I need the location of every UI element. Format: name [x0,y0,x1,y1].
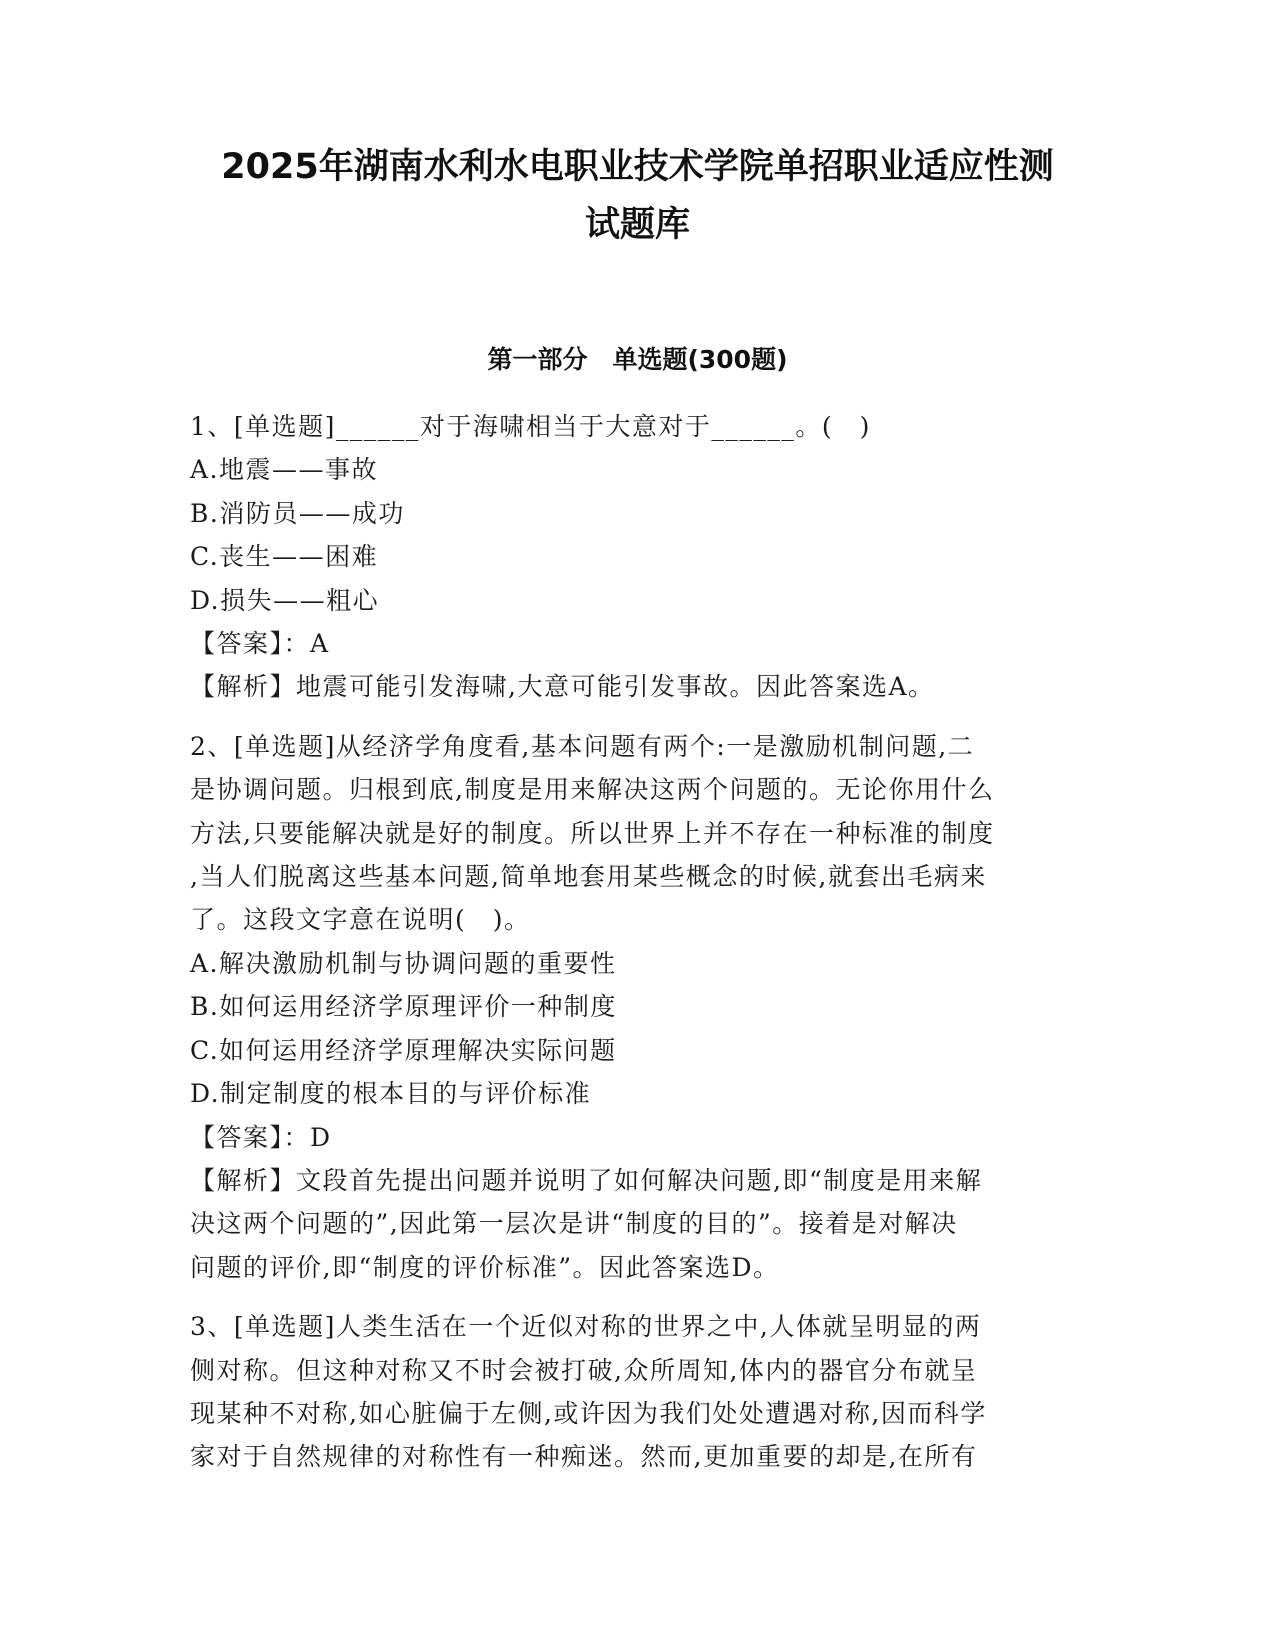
option-d: D.损失——粗心 [190,585,380,615]
question-2 [190,725,1080,1289]
question-stem-line: 3、[单选题]人类生活在一个近似对称的世界之中,人体就呈明显的两 [190,1312,982,1342]
question-stem-line: 是协调问题。归根到底,制度是用来解决这两个问题的。无论你用什么 [190,775,995,805]
question-stem-line: 家对于自然规律的对称性有一种痴迷。然而,更加重要的却是,在所有 [190,1442,978,1472]
section-title: 第一部分 单选题(300题) [487,345,788,374]
option-c: C.丧生——困难 [190,542,379,572]
option-d: D.制定制度的根本目的与评价标准 [190,1079,592,1109]
question-stem-line: 现某种不对称,如心脏偏于左侧,或许因为我们处处遭遇对称,因而科学 [190,1398,987,1428]
question-1 [190,405,1080,709]
option-c: C.如何运用经济学原理解决实际问题 [190,1035,617,1065]
answer: 【答案】：D [190,1122,332,1152]
option-b: B.如何运用经济学原理评价一种制度 [190,992,617,1022]
document-title [150,138,1125,254]
title-line-1: 2025年湖南水利水电职业技术学院单招职业适应性测 [221,147,1054,187]
question-list [190,405,1080,1495]
question-stem-line: 2、[单选题]从经济学角度看,基本问题有两个:一是激励机制问题,二 [190,731,975,761]
option-a: A.地震——事故 [190,455,379,485]
answer: 【答案】：A [190,629,330,659]
analysis: 【解析】地震可能引发海啸,大意可能引发事故。因此答案选A。 [190,672,935,702]
question-stem-line: 方法,只要能解决就是好的制度。所以世界上并不存在一种标准的制度 [190,818,995,848]
option-b: B.消防员——成功 [190,498,405,528]
question-stem-line: 了。这段文字意在说明( )。 [190,905,531,935]
question-stem-line: ,当人们脱离这些基本问题,简单地套用某些概念的时候,就套出毛病来 [190,862,987,892]
question-stem: 1、[单选题]______对于海啸相当于大意对于______。( ) [190,412,871,441]
question-stem-line: 侧对称。但这种对称又不时会被打破,众所周知,体内的器官分布就呈 [190,1355,978,1385]
title-line-2: 试题库 [584,205,690,245]
question-3 [190,1305,1080,1479]
analysis-line: 问题的评价,即“制度的评价标准”。因此答案选D。 [190,1252,780,1282]
analysis-line: 【解析】文段首先提出问题并说明了如何解决问题,即“制度是用来解 [190,1165,983,1195]
analysis-line: 决这两个问题的”,因此第一层次是讲“制度的目的”。接着是对解决 [190,1209,958,1239]
option-a: A.解决激励机制与协调问题的重要性 [190,948,617,978]
